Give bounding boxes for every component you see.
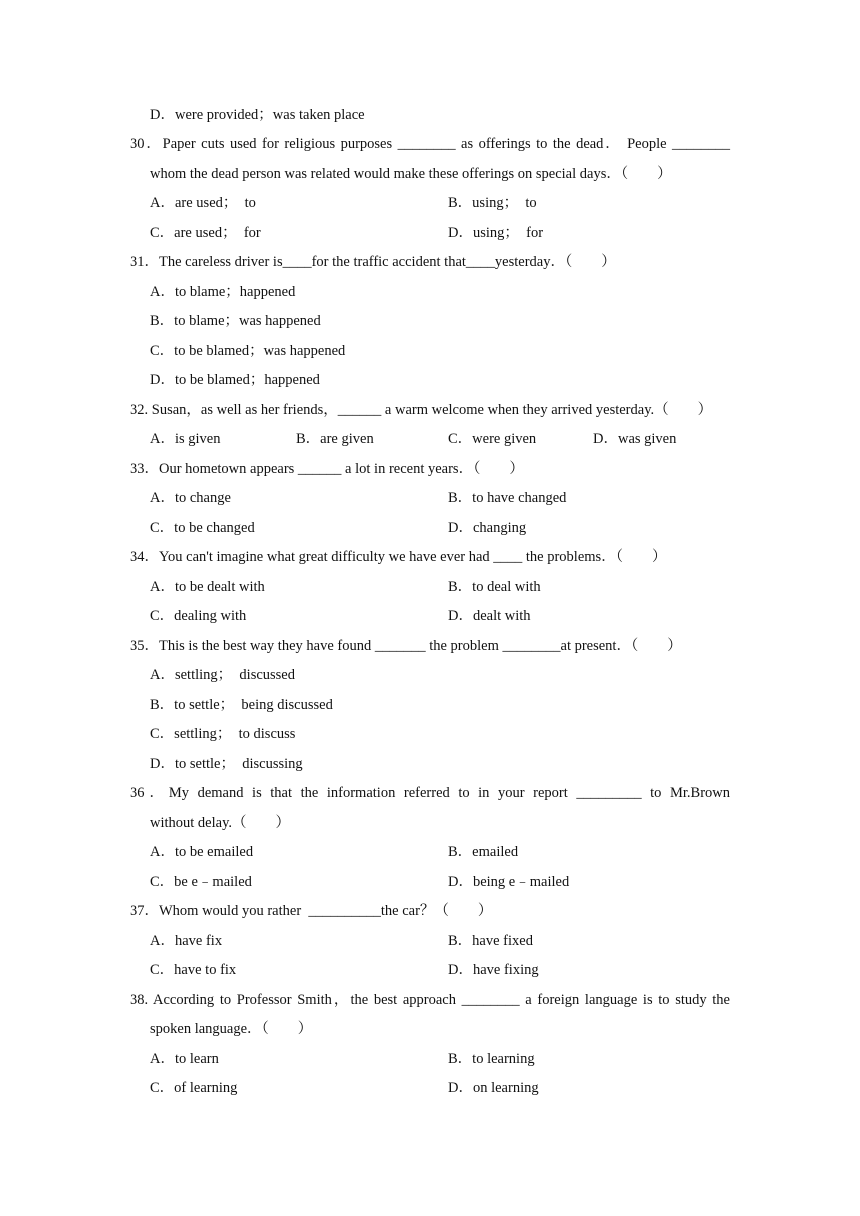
q34-stem: 34．You can't imagine what great difficulty we have ever had ____ the problems．（ ） [130, 549, 667, 565]
q37-option-b: B．have fixed [448, 933, 533, 949]
q36-option-d: D．being e﹣mailed [448, 874, 570, 890]
q35-option-b: B．to settle； being discussed [150, 697, 333, 713]
q31-option-a: A．to blame；happened [150, 284, 296, 300]
q34-option-c: C．dealing with [150, 608, 247, 624]
q34-option-d: D．dealt with [448, 608, 531, 624]
q36-stem-line1: 36．My demand is that the information referred to in your report _________ to Mr.Brown [130, 785, 730, 801]
q32-stem: 32. Susan，as well as her friends，______ a warm welcome when they arrived yesterday.（ ） [130, 402, 713, 418]
q31-option-b: B．to blame；was happened [150, 313, 321, 329]
q37-stem: 37．Whom would you rather __________the car？（ ） [130, 903, 493, 919]
q32-option-a: A．is given [150, 431, 221, 447]
q34-option-b: B．to deal with [448, 579, 541, 595]
q35-stem: 35．This is the best way they have found _______ the problem ________at present．（ ） [130, 638, 682, 654]
q33-option-b: B．to have changed [448, 490, 567, 506]
q30-option-a: A．are used； to [150, 195, 256, 211]
q38-option-d: D．on learning [448, 1080, 539, 1096]
q35-option-d: D．to settle； discussing [150, 756, 303, 772]
q30-option-d: D．using； for [448, 225, 544, 241]
q34-option-a: A．to be dealt with [150, 579, 265, 595]
q37-option-a: A．have fix [150, 933, 223, 949]
q30-option-b: B．using； to [448, 195, 537, 211]
q31-stem: 31．The careless driver is____for the traffic accident that____yesterday．（ ） [130, 254, 616, 270]
q38-stem-line1: 38. According to Professor Smith，the best approach ________ a foreign language is to study the [130, 992, 730, 1008]
q38-option-c: C．of learning [150, 1080, 238, 1096]
q33-option-a: A．to change [150, 490, 231, 506]
q35-option-c: C．settling； to discuss [150, 726, 296, 742]
q32-option-b: B．are given [296, 431, 374, 447]
q32-option-c: C．were given [448, 431, 537, 447]
q37-option-c: C．have to fix [150, 962, 237, 978]
q38-option-b: B．to learning [448, 1051, 535, 1067]
q38-stem-line2: spoken language．（ ） [150, 1021, 313, 1037]
q33-option-c: C．to be changed [150, 520, 255, 536]
q32-option-d: D．was given [593, 431, 677, 447]
q36-stem-line2: without delay.（ ） [150, 815, 291, 831]
q36-option-c: C．be e﹣mailed [150, 874, 252, 890]
q33-option-d: D．changing [448, 520, 527, 536]
q36-option-a: A．to be emailed [150, 844, 254, 860]
q29-option-d: D．were provided；was taken place [150, 107, 365, 123]
q30-option-c: C．are used； for [150, 225, 261, 241]
q31-option-c: C．to be blamed；was happened [150, 343, 346, 359]
q36-option-b: B．emailed [448, 844, 519, 860]
q30-stem-line1: 30．Paper cuts used for religious purposes ________ as offerings to the dead． People ________ [130, 136, 730, 152]
q38-option-a: A．to learn [150, 1051, 219, 1067]
q37-option-d: D．have fixing [448, 962, 539, 978]
q35-option-a: A．settling； discussed [150, 667, 295, 683]
q31-option-d: D．to be blamed；happened [150, 372, 320, 388]
q30-stem-line2: whom the dead person was related would make these offerings on special days．（ ） [150, 166, 672, 182]
q33-stem: 33．Our hometown appears ______ a lot in recent years．（ ） [130, 461, 524, 477]
